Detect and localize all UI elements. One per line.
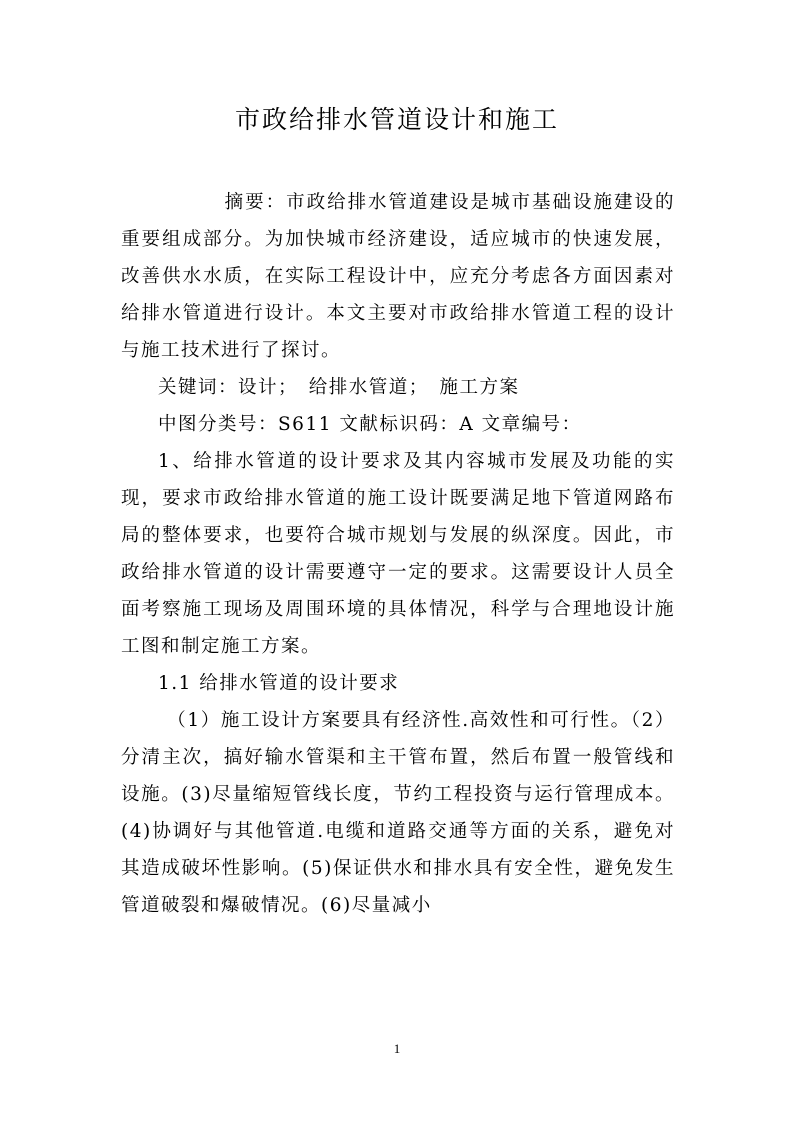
document-title: 市政给排水管道设计和施工 (234, 105, 559, 134)
classification-paragraph: 中图分类号：S611 文献标识码：A 文章编号： (158, 414, 582, 435)
page-number: 1 (393, 1041, 401, 1056)
section-1-1-heading: 1.1 给排水管道的设计要求 (158, 673, 400, 694)
section-1-paragraph: 1、给排水管道的设计要求及其内容城市发展及功能的实现，要求市政给排水管道的施工设计既要满足地下管道网路布局的整体要求，也要符合城市规划与发展的纵深度。因此，市政给排水管道的设计需要遵守一定的要求。这需要设计人员全面考察施工现场及周围环境的具体情况，科学与合理地设计施工图和制定施工方案。 (121, 451, 675, 657)
abstract-paragraph: 摘要：市政给排水管道建设是城市基础设施建设的重要组成部分。为加快城市经济建设，适应城市的快速发展，改善供水水质，在实际工程设计中，应充分考虑各方面因素对给排水管道进行设计。本文主要对市政给排水管道工程的设计与施工技术进行了探讨。 (121, 192, 675, 361)
keywords-paragraph: 关键词：设计； 给排水管道； 施工方案 (158, 377, 520, 398)
requirements-list-paragraph: （1）施工设计方案要具有经济性.高效性和可行性。（2）分清主次，搞好输水管渠和主干管布置，然后布置一般管线和设施。(3)尽量缩短管线长度，节约工程投资与运行管理成本。(4)协调好与其他管道.电缆和道路交通等方面的关系，避免对其造成破坏性影响。(5)保证供水和排水具有安全性，避免发生管道破裂和爆破情况。(6)尽量减小 (121, 710, 675, 916)
document-body (121, 184, 675, 924)
